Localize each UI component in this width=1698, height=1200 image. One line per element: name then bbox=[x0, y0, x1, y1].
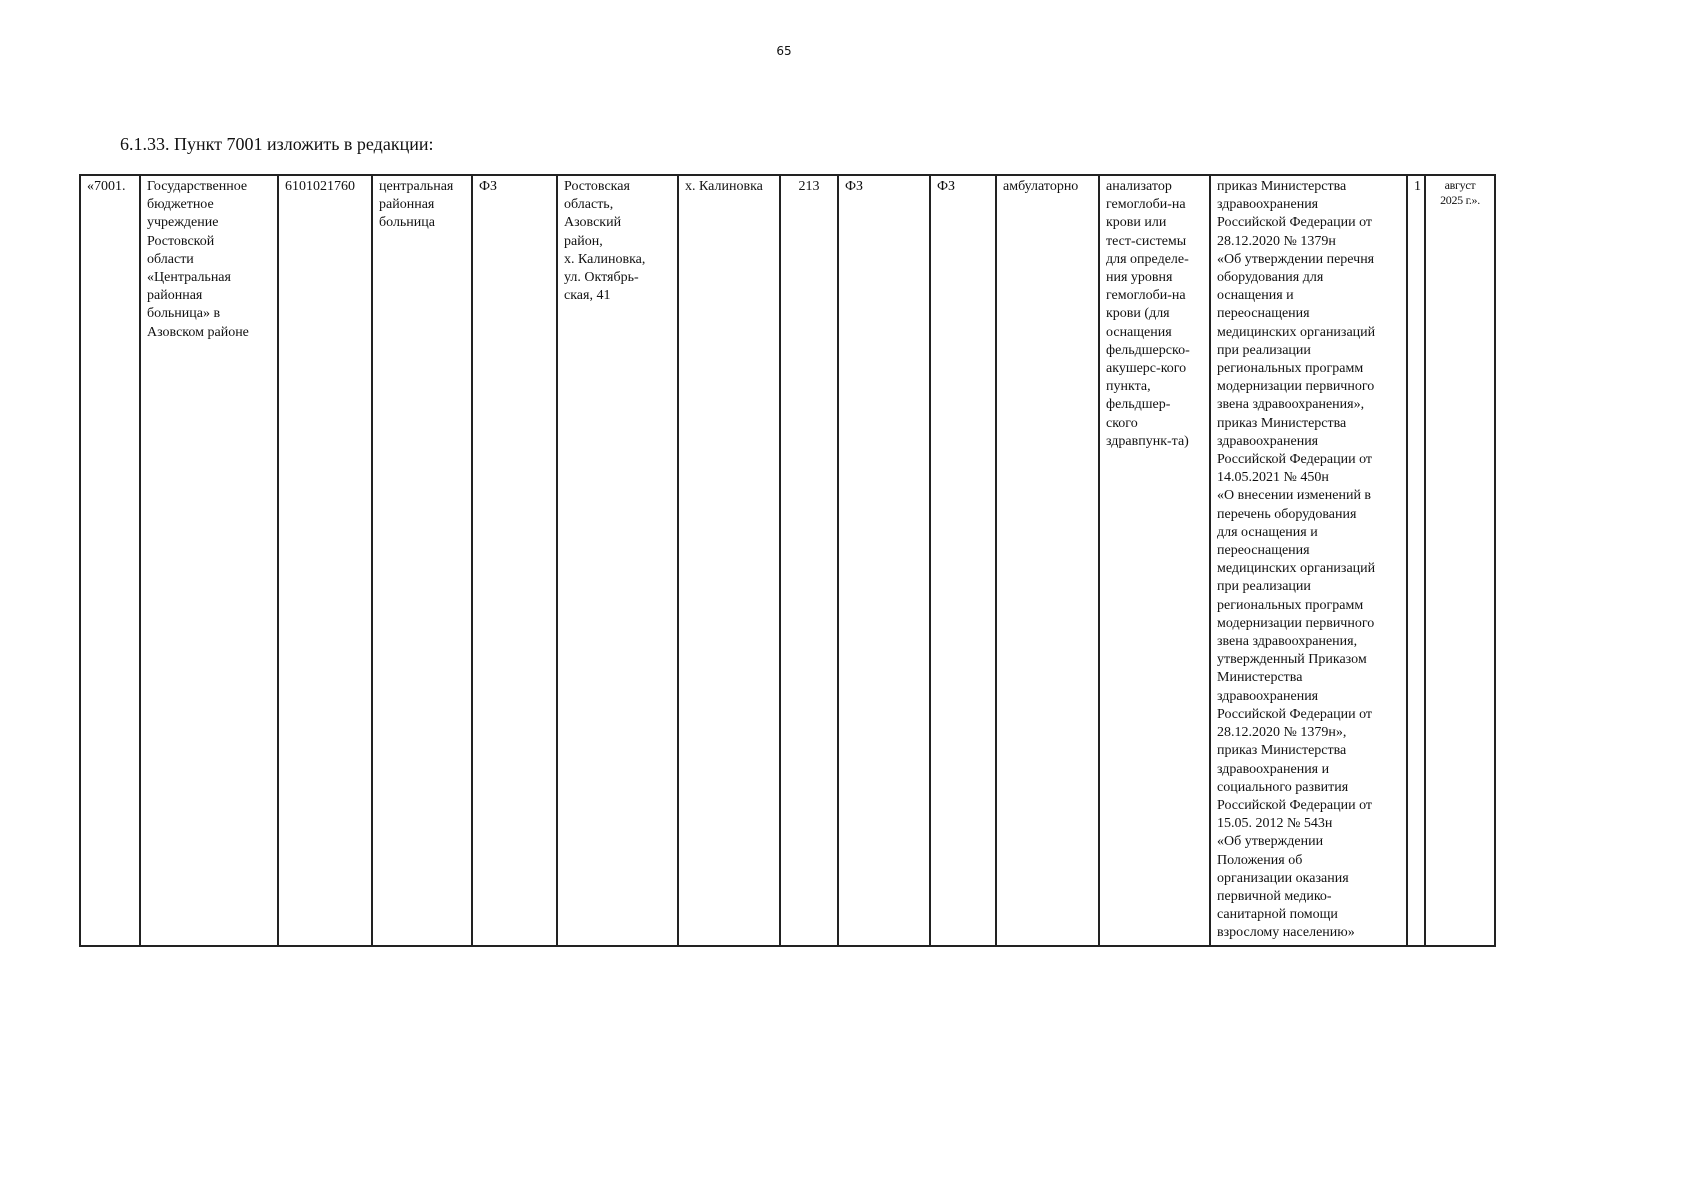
cell-item-number: «7001. bbox=[80, 175, 140, 946]
cell-organization: Государственное бюджетное учреждение Ростовской области «Центральная районная больница» в Азовском районе bbox=[140, 175, 278, 946]
cell-unit-type: ФЗ bbox=[472, 175, 557, 946]
cell-unit-type-2: ФЗ bbox=[838, 175, 930, 946]
cell-deadline: август 2025 г.». bbox=[1425, 175, 1495, 946]
page-number: 65 bbox=[776, 44, 792, 58]
amendment-table bbox=[79, 174, 1496, 947]
cell-facility-type: центральная районная больница bbox=[372, 175, 472, 946]
cell-quantity: 1 bbox=[1407, 175, 1425, 946]
cell-equipment: анализатор гемоглоби-на крови или тест-системы для определе- ния уровня гемоглоби-на крови (для оснащения фельдшерско- акушерс-кого пункта, фельдшер- ского здравпунк-та) bbox=[1099, 175, 1210, 946]
cell-care-form: амбулаторно bbox=[996, 175, 1099, 946]
cell-unit-type-3: ФЗ bbox=[930, 175, 996, 946]
table-row bbox=[80, 175, 1495, 946]
cell-address: Ростовская область, Азовский район, х. Калиновка, ул. Октябрь- ская, 41 bbox=[557, 175, 678, 946]
cell-settlement: х. Калиновка bbox=[678, 175, 780, 946]
cell-legal-basis: приказ Министерства здравоохранения Российской Федерации от 28.12.2020 № 1379н «Об утверждении перечня оборудования для оснащения и переоснащения медицинских организаций при реализации региональных программ модернизации первичного звена здравоохранения», приказ Министерства здравоохранения Российской Федерации от 14.05.2021 № 450н «О внесении изменений в перечень оборудования для оснащения и переоснащения медицинских организаций при реализации региональных программ модернизации первичного звена здравоохранения, утвержденный Приказом Министерства здравоохранения Российской Федерации от 28.12.2020 № 1379н», приказ Министерства здравоохранения и социального развития Российской Федерации от 15.05. 2012 № 543н «Об утверждении Положения об организации оказания первичной медико- санитарной помощи взрослому населению» bbox=[1210, 175, 1407, 946]
amendment-heading: 6.1.33. Пункт 7001 изложить в редакции: bbox=[120, 134, 434, 154]
cell-code: 6101021760 bbox=[278, 175, 372, 946]
cell-number: 213 bbox=[780, 175, 838, 946]
